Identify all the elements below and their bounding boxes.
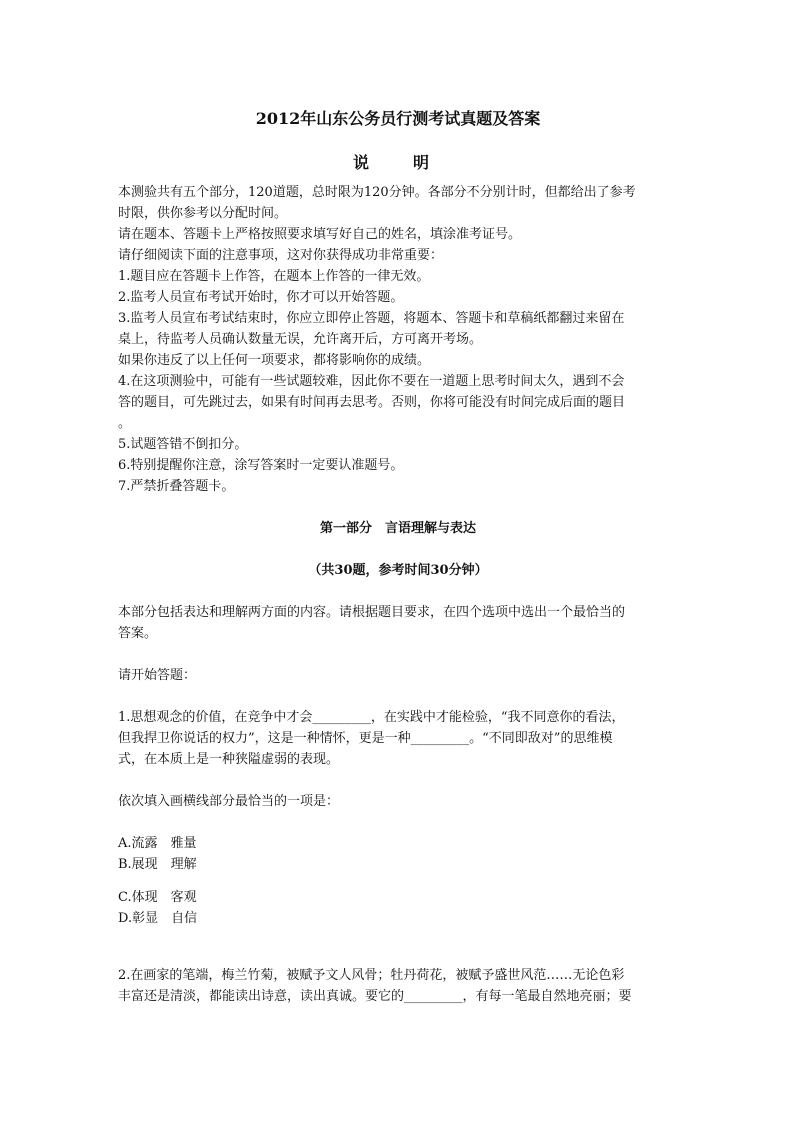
option-d: D.彰显 自信 <box>118 911 198 926</box>
description-line: 答案。 <box>118 626 158 641</box>
question-line: 丰富还是清淡，都能读出诗意，读出真诚。要它的_________，有每一笔最自然地亮丽；要 <box>118 989 632 1004</box>
option-c: C.体现 客观 <box>118 890 197 905</box>
option-a: A.流露 雅量 <box>118 836 197 851</box>
section-description <box>118 602 678 644</box>
instruction-line: 3.监考人员宣布考试结束时，你应立即停止答题，将题本、答题卡和草稿纸都翻过来留在 <box>118 311 625 326</box>
instruction-line: 。 <box>118 416 132 431</box>
question-line: 式，在本质上是一种狭隘虚弱的表现。 <box>118 752 340 767</box>
option-b: B.展现 理解 <box>118 857 197 872</box>
instructions-block <box>118 182 678 497</box>
question-1 <box>118 707 678 770</box>
question-1-options-ab <box>118 833 678 875</box>
question-2 <box>118 965 678 1007</box>
instruction-line: 如果你违反了以上任何一项要求，都将影响你的成绩。 <box>118 353 431 368</box>
instruction-line: 2.监考人员宣布考试开始时，你才可以开始答题。 <box>118 290 404 305</box>
start-prompt: 请开始答题： <box>118 668 197 683</box>
question-1-options-cd <box>118 887 678 929</box>
section-note: （共30题，参考时间30分钟） <box>308 563 488 578</box>
instruction-line: 7.严禁折叠答题卡。 <box>118 479 235 494</box>
question-1-prompt: 依次填入画横线部分最恰当的一项是： <box>118 794 340 809</box>
instruction-line: 6.特别提醒你注意，涂写答案时一定要认准题号。 <box>118 458 404 473</box>
document-subtitle: 说 明 <box>352 153 443 172</box>
instruction-line: 答的题目，可先跳过去，如果有时间再去思考。否则，你将可能没有时间完成后面的题目 <box>118 395 626 410</box>
instruction-line: 5.试题答错不倒扣分。 <box>118 437 248 452</box>
instruction-line: 4.在这项测验中，可能有一些试题较难，因此你不要在一道题上思考时间太久，遇到不会 <box>118 374 625 389</box>
instruction-line: 本测验共有五个部分，120道题，总时限为120分钟。各部分不分别计时，但都给出了参考 <box>118 185 636 200</box>
document-page <box>118 100 678 1007</box>
document-title: 2012年山东公务员行测考试真题及答案 <box>255 109 541 128</box>
instruction-line: 时限，供你参考以分配时间。 <box>118 206 288 221</box>
question-line: 但我捍卫你说话的权力”，这是一种情怀，更是一种_________。“不同即敌对”的思维模 <box>118 731 613 746</box>
instruction-line: 桌上，待监考人员确认数量无误，允许离开后，方可离开考场。 <box>118 332 483 347</box>
description-line: 本部分包括表达和理解两方面的内容。请根据题目要求，在四个选项中选出一个最恰当的 <box>118 605 626 620</box>
instruction-line: 请在题本、答题卡上严格按照要求填写好自己的姓名，填涂准考证号。 <box>118 227 522 242</box>
instruction-line: 请仔细阅读下面的注意事项，这对你获得成功非常重要： <box>118 248 444 263</box>
question-line: 2.在画家的笔端，梅兰竹菊，被赋予文人风骨；牡丹荷花，被赋予盛世风范……无论色彩 <box>118 968 625 983</box>
question-line: 1.思想观念的价值，在竞争中才会_________，在实践中才能检验，“我不同意你的看法， <box>118 710 625 725</box>
section-title: 第一部分 言语理解与表达 <box>319 521 476 536</box>
instruction-line: 1.题目应在答题卡上作答，在题本上作答的一律无效。 <box>118 269 430 284</box>
